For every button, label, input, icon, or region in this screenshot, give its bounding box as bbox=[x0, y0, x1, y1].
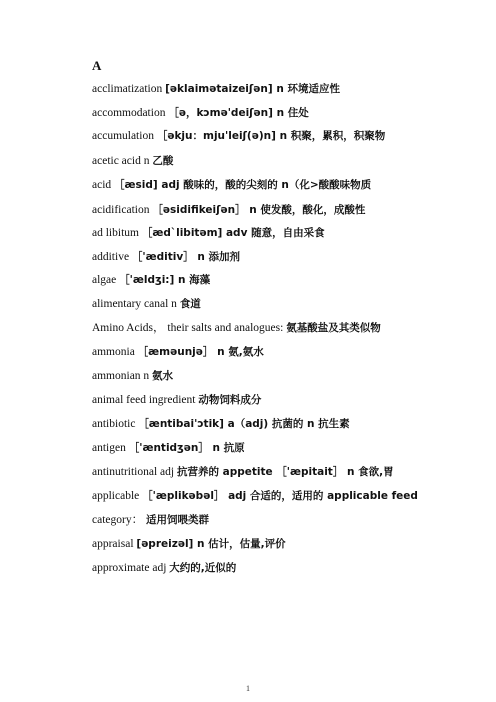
entry-term: appraisal bbox=[92, 538, 137, 550]
entry-definition: 乙酸 bbox=[152, 155, 174, 167]
entry-definition: adj 合适的，适用的 applicable feed bbox=[224, 490, 418, 502]
entry-definition: n 氨,氨水 bbox=[213, 346, 264, 358]
glossary-entry bbox=[92, 345, 488, 359]
glossary-entry bbox=[92, 129, 488, 143]
entry-pronunciation: [əpreizəl] bbox=[136, 538, 194, 550]
entry-definition: 大约的,近似的 bbox=[169, 562, 237, 574]
entry-definition: adv 随意，自由采食 bbox=[222, 227, 325, 239]
glossary-entry bbox=[92, 441, 488, 455]
glossary-entry bbox=[92, 154, 488, 168]
glossary-entry bbox=[92, 561, 488, 575]
entry-definition: 动物饲料成分 bbox=[198, 394, 262, 406]
glossary-entry bbox=[92, 465, 488, 479]
entry-term: accumulation bbox=[92, 130, 157, 142]
entry-pronunciation: ［'æplikəbəl］ bbox=[142, 490, 225, 502]
entry-term: alimentary canal n bbox=[92, 298, 180, 310]
entry-pronunciation: ［æsid] bbox=[114, 179, 158, 191]
entry-term: applicable bbox=[92, 490, 143, 502]
entry-pronunciation: ［ə，kɔmə'deiʃən] bbox=[168, 107, 273, 119]
glossary-entry bbox=[92, 369, 488, 383]
entry-definition: 食道 bbox=[179, 298, 201, 310]
entry-definition: n 环境适应性 bbox=[272, 83, 340, 95]
entry-definition: n 使发酸，酸化，成酸性 bbox=[245, 204, 366, 216]
section-heading: A bbox=[92, 58, 102, 73]
entry-definition: n 估计，估量,评价 bbox=[193, 538, 286, 550]
entry-pronunciation: ［əkju：mju'leiʃ(ə)n] bbox=[156, 130, 276, 142]
entry-term: algae bbox=[92, 274, 120, 286]
entry-term: approximate adj bbox=[92, 562, 170, 574]
glossary-entry bbox=[92, 417, 488, 431]
glossary-entry bbox=[92, 250, 488, 264]
entry-pronunciation: ［æd`libitəm] bbox=[141, 227, 223, 239]
entry-term: animal feed ingredient bbox=[92, 394, 199, 406]
glossary-entry bbox=[92, 226, 488, 240]
glossary-entry bbox=[92, 273, 488, 287]
glossary-entry bbox=[92, 106, 488, 120]
entry-term: antibiotic bbox=[92, 418, 139, 430]
page-number: 1 bbox=[246, 684, 250, 693]
entry-pronunciation: [əklaimətaizeiʃən] bbox=[165, 83, 273, 95]
entry-definition: adj 酸味的，酸的尖刻的 n（化>酸酸味物质 bbox=[157, 179, 372, 191]
entry-term: accommodation bbox=[92, 107, 169, 119]
entry-pronunciation: ［'ældʒi:] bbox=[119, 274, 175, 286]
entry-term: Amino Acids， their salts and analogues: bbox=[92, 322, 287, 334]
entry-pronunciation: ［'æntidʒən］ bbox=[128, 442, 209, 454]
entry-pronunciation: ［əsidifikeiʃən］ bbox=[152, 204, 246, 216]
entry-pronunciation: ［'æditiv］ bbox=[131, 251, 194, 263]
glossary-entry bbox=[92, 537, 488, 551]
entry-definition: 适用饲喂类群 bbox=[145, 514, 209, 526]
entry-term: ammonian n bbox=[92, 370, 153, 382]
entry-definition: 氨基酸盐及其类似物 bbox=[286, 322, 381, 334]
glossary-entry bbox=[92, 82, 488, 96]
entry-definition: 氨水 bbox=[152, 370, 174, 382]
entry-definition: n 海藻 bbox=[174, 274, 211, 286]
glossary-entry bbox=[92, 297, 488, 311]
entry-term: antigen bbox=[92, 442, 129, 454]
glossary-entry bbox=[92, 489, 488, 503]
glossary-entry bbox=[92, 321, 488, 335]
entry-term: acid bbox=[92, 179, 115, 191]
entry-term: additive bbox=[92, 251, 132, 263]
entry-definition: 抗营养的 appetite ［'æpitait］ n 食欲,胃 bbox=[176, 466, 394, 478]
entry-pronunciation: ［æməunjə］ bbox=[137, 346, 214, 358]
entry-definition: n 抗原 bbox=[208, 442, 245, 454]
entry-pronunciation: ［æntibai'ɔtik] bbox=[138, 418, 224, 430]
entry-term: ad libitum bbox=[92, 227, 142, 239]
entry-term: acclimatization bbox=[92, 83, 166, 95]
entry-term: acetic acid n bbox=[92, 155, 153, 167]
entry-term: ammonia bbox=[92, 346, 138, 358]
entry-term: category： bbox=[92, 514, 146, 526]
entry-definition: n 添加剂 bbox=[193, 251, 241, 263]
glossary-entry bbox=[92, 513, 488, 527]
glossary-entry bbox=[92, 393, 488, 407]
entry-definition: a（adj) 抗菌的 n 抗生素 bbox=[223, 418, 350, 430]
glossary-entry bbox=[92, 203, 488, 217]
entry-definition: n 住处 bbox=[272, 107, 309, 119]
entry-term: acidification bbox=[92, 204, 153, 216]
entry-term: antinutritional adj bbox=[92, 466, 177, 478]
glossary-entry bbox=[92, 178, 488, 192]
entry-definition: n 积聚，累积，积聚物 bbox=[275, 130, 386, 142]
